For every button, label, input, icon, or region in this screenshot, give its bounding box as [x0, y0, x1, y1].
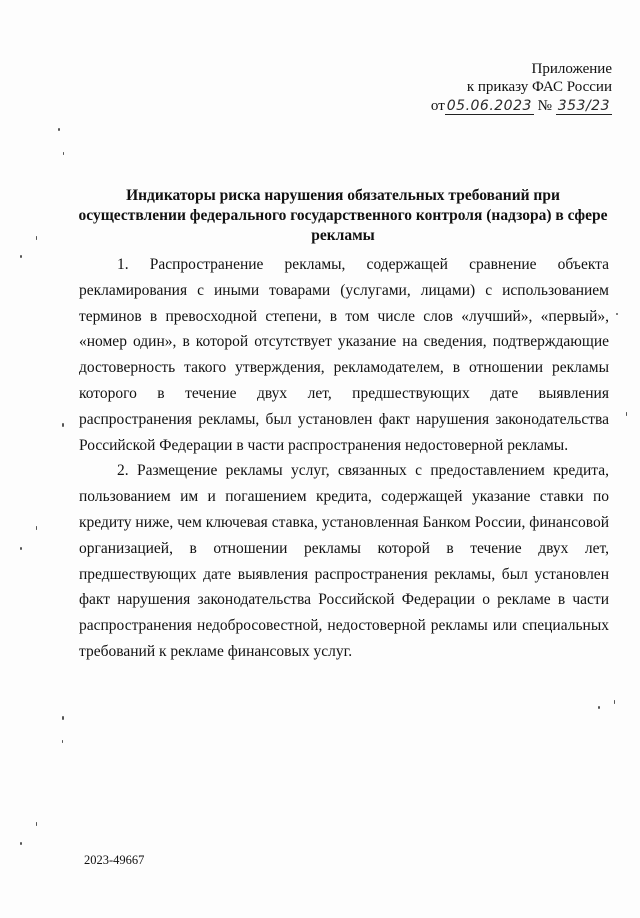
scan-speck [626, 412, 627, 416]
scan-speck [36, 822, 37, 826]
scan-speck [62, 716, 64, 720]
scan-speck [20, 547, 22, 550]
scan-speck [58, 128, 60, 131]
paragraph-2: 2. Размещение рекламы услуг, связанных с предоставлением кредита, пользованием им и погашением кредита, содержащей указание ставки по кредиту ниже, чем ключевая ставка, установленная Банком России, финансовой организацией, в отношении рекламы которой в течение двух лет, предшествующих дате выявления распространения рекламы, был установлен факт нарушения законодательства Российской Федерации о рекламе в части распространения недобросовестной, недостоверной рекламы или специальных требований к рекламе финансовых услуг. [79, 462, 609, 660]
scan-speck [20, 255, 22, 258]
scan-speck [62, 740, 63, 743]
order-number: 353/23 [557, 98, 610, 114]
scan-speck [63, 152, 64, 155]
order-date: 05.06.2023 [446, 98, 532, 114]
scan-speck [598, 706, 600, 709]
appendix-order-ref: к приказу ФАС России [466, 79, 612, 95]
scan-speck [616, 313, 618, 315]
scan-speck [36, 236, 37, 240]
scan-speck [36, 526, 37, 530]
from-label: от [430, 98, 445, 114]
document-title: Индикаторы риска нарушения обязательных требований при осуществлении федерального государственного контроля (надзора) в сфере рекламы [78, 187, 608, 244]
scan-speck [62, 423, 64, 427]
number-label: № [537, 98, 552, 114]
appendix-header [392, 60, 612, 115]
paragraph-1: 1. Распространение рекламы, содержащей сравнение объекта рекламирования с иными товарами (услугами, лицами) с использованием терминов в превосходной степени, в том числе слов «лучший», «первый», «номер один», в которой отсутствует указание на сведения, подтверждающие достоверность такого утверждения, рекламодателем, в отношении рекламы которого в течение двух лет, предшествующих дате выявления распространения рекламы, был установлен факт нарушения законодательства Российской Федерации в части распространения недостоверной рекламы. [79, 256, 609, 454]
appendix-label: Приложение [531, 61, 612, 77]
appendix-date-number [392, 97, 612, 115]
document-body [79, 252, 609, 665]
scan-speck [20, 842, 22, 845]
scan-speck [614, 700, 615, 704]
document-registration-code: 2023-49667 [84, 853, 145, 867]
